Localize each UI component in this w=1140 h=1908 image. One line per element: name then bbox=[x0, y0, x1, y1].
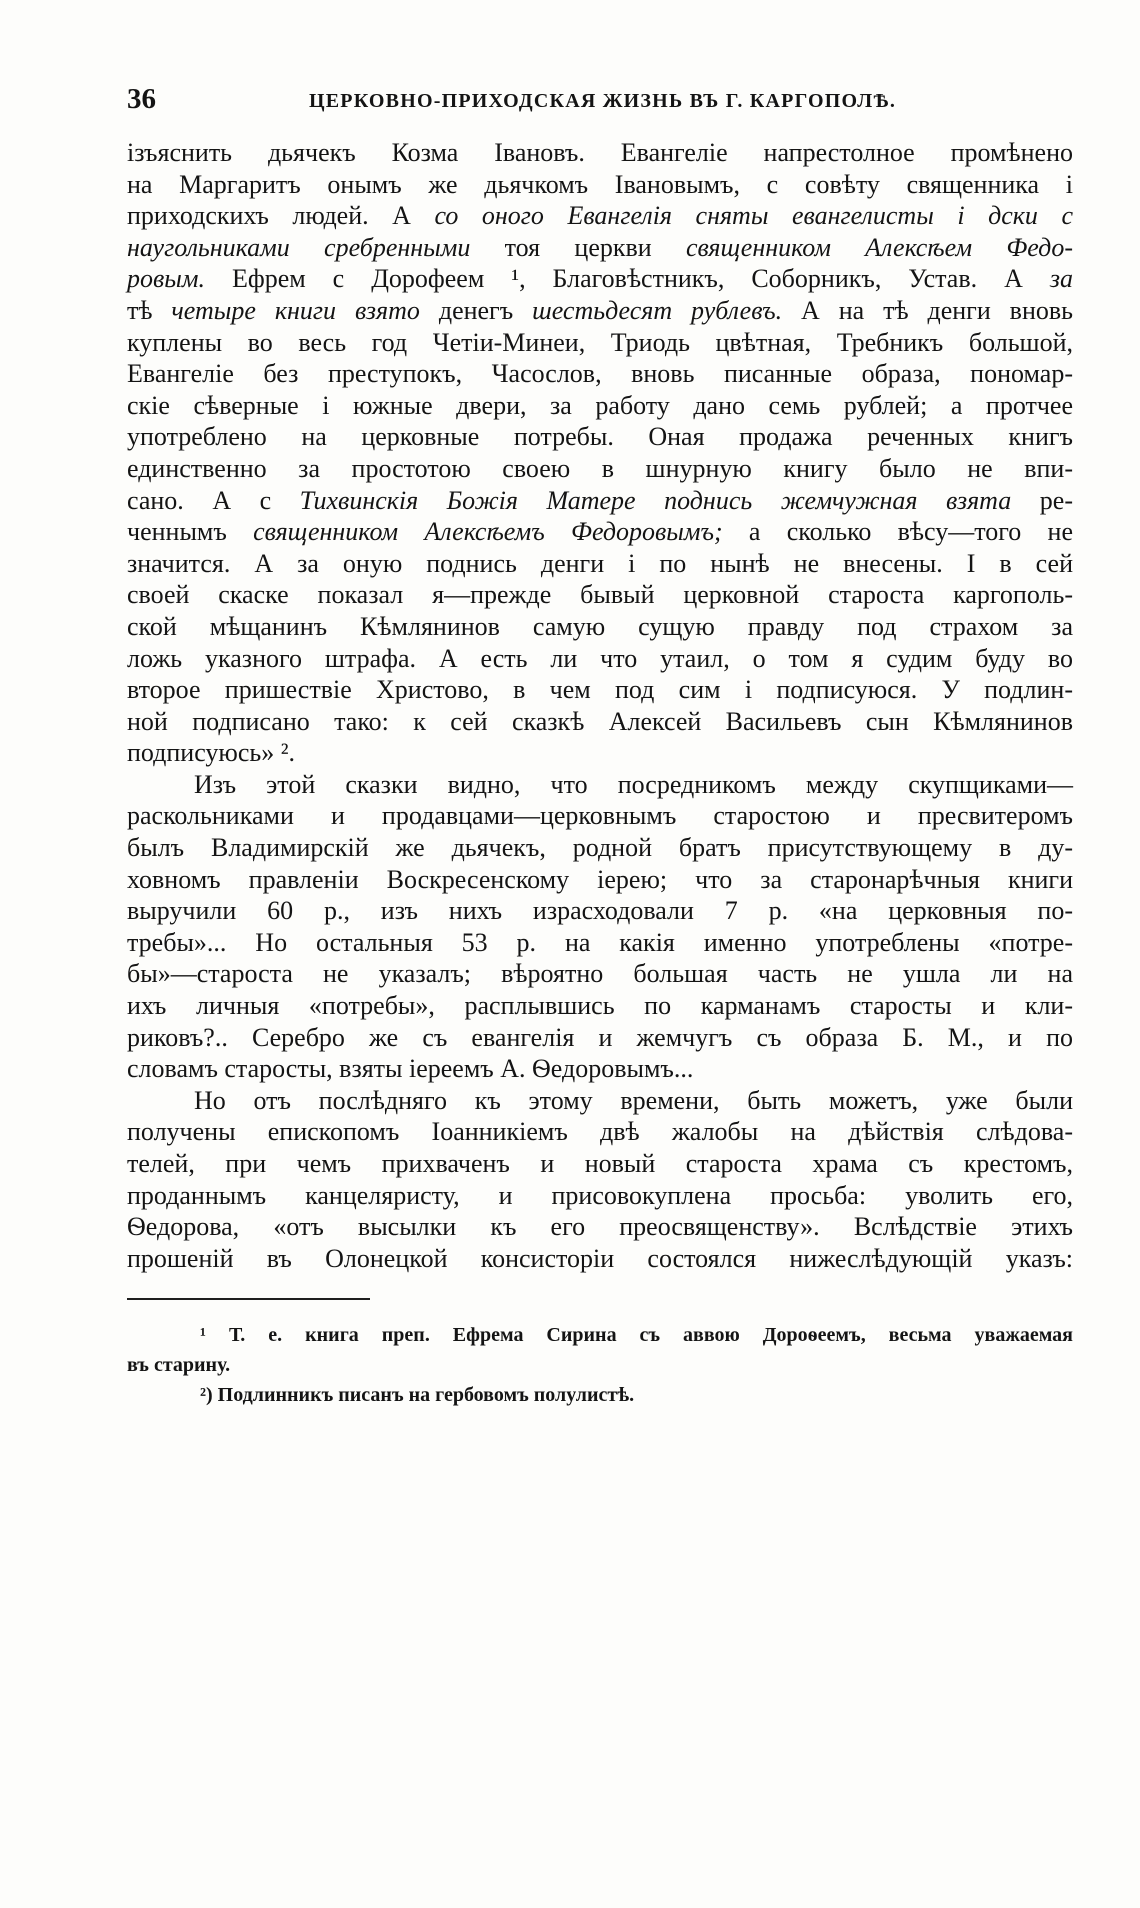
text-line bbox=[127, 1350, 1073, 1380]
text-segment: въ старину. bbox=[127, 1354, 231, 1377]
text-line bbox=[127, 1180, 1073, 1212]
text-segment: тѣ bbox=[127, 295, 172, 325]
text-segment: сано. А с bbox=[127, 485, 300, 515]
footnote-2 bbox=[127, 1380, 1073, 1410]
text-line bbox=[127, 1380, 1073, 1410]
text-line bbox=[127, 327, 1073, 359]
italic-text-segment: наугольниками сребренными bbox=[127, 232, 471, 262]
text-line bbox=[127, 200, 1073, 232]
text-line bbox=[127, 169, 1073, 201]
italic-text-segment: четыре книги взято bbox=[171, 295, 420, 325]
text-segment: А на тѣ денги вновь bbox=[782, 295, 1074, 325]
text-line bbox=[127, 1053, 1073, 1085]
text-segment: ченнымъ bbox=[127, 517, 254, 547]
text-line bbox=[127, 390, 1073, 422]
paragraph-2 bbox=[127, 769, 1073, 1085]
text-segment: ховномъ правленіи Воскресенскому іерею; что за старонарѣчныя книги bbox=[127, 864, 1073, 894]
paragraph-1 bbox=[127, 137, 1073, 769]
text-line bbox=[127, 864, 1073, 896]
text-segment: проданнымъ канцеляристу, и присовокуплена просьба: уволить его, bbox=[127, 1180, 1073, 1210]
text-segment: Ѳедорова, «отъ высылки къ его преосвященству». Вслѣдствіе этихъ bbox=[127, 1212, 1073, 1242]
italic-text-segment: священником Алексѣем Федо- bbox=[685, 232, 1073, 262]
text-segment: Евангеліе без преступокъ, Часослов, вновь писанные образа, пономар- bbox=[127, 359, 1073, 389]
text-segment: а сколько вѣсу—того не bbox=[722, 517, 1074, 547]
text-segment: получены епископомъ Іоанникіемъ двѣ жалобы на дѣйствія слѣдова- bbox=[127, 1117, 1073, 1147]
text-segment: на Маргаритъ онымъ же дьячкомъ Івановымъ, с совѣту священника і bbox=[127, 169, 1073, 199]
text-line bbox=[127, 485, 1073, 517]
text-line bbox=[127, 579, 1073, 611]
text-line bbox=[127, 1243, 1073, 1275]
text-segment: ²) Подлинникъ писанъ на гербовомъ полулистѣ. bbox=[200, 1384, 635, 1407]
text-segment: употреблено на церковные потребы. Оная продажа реченных книгъ bbox=[127, 422, 1073, 452]
text-segment: Изъ этой сказки видно, что посредникомъ между скупщиками— bbox=[194, 769, 1073, 799]
text-line bbox=[127, 832, 1073, 864]
text-line bbox=[127, 895, 1073, 927]
text-line bbox=[127, 1116, 1073, 1148]
text-segment: тоя церкви bbox=[470, 232, 686, 262]
main-text bbox=[127, 137, 1073, 1410]
text-segment: ской мѣщанинъ Кѣмлянинов самую сущую правду под страхом за bbox=[127, 611, 1073, 641]
paragraph-3 bbox=[127, 1085, 1073, 1275]
text-line bbox=[127, 1085, 1073, 1117]
text-line bbox=[127, 990, 1073, 1022]
text-segment: требы»... Но остальныя 53 р. на какія именно употреблены «потре- bbox=[127, 927, 1073, 957]
text-line bbox=[127, 706, 1073, 738]
text-line bbox=[127, 1320, 1073, 1350]
text-segment: скіе сѣверные і южные двери, за работу дано семь рублей; а протчее bbox=[127, 390, 1073, 420]
text-segment: словамъ старосты, взяты іереемъ А. Ѳедоровымъ... bbox=[127, 1054, 694, 1084]
text-segment: подписуюсь» ². bbox=[127, 738, 296, 768]
text-segment: телей, при чемъ прихваченъ и новый староста храма съ крестомъ, bbox=[127, 1149, 1073, 1178]
text-line bbox=[127, 643, 1073, 675]
text-line bbox=[127, 800, 1073, 832]
running-title: ЦЕРКОВНО-ПРИХОДСКАЯ ЖИЗНЬ ВЪ Г. КАРГОПОЛѢ. bbox=[309, 90, 897, 112]
text-line bbox=[127, 548, 1073, 580]
italic-text-segment: со оного Евангелія сняты евангелисты і дски с bbox=[434, 201, 1073, 231]
text-segment: единственно за простотою своею в шнурную книгу было не впи- bbox=[127, 453, 1073, 483]
text-line bbox=[127, 611, 1073, 643]
text-segment: ізъяснить дьячекъ Козма Івановъ. Евангеліе напрестолное промѣнено bbox=[127, 138, 1073, 167]
text-segment: Но отъ послѣдняго къ этому времени, быть можетъ, уже были bbox=[194, 1085, 1073, 1115]
text-line bbox=[127, 1022, 1073, 1054]
footnote-1 bbox=[127, 1320, 1073, 1380]
italic-text-segment: шестьдесят рублевъ. bbox=[532, 295, 783, 325]
footnote-divider bbox=[127, 1298, 370, 1300]
text-segment: ¹ Т. е. книга преп. Ефрема Сирина съ аввою Дороѳеемъ, весьма уважаемая bbox=[200, 1324, 1073, 1347]
text-line bbox=[127, 737, 1073, 769]
text-segment: своей скаске показал я—прежде бывый церковной староста каргополь- bbox=[127, 580, 1073, 610]
text-segment: ре- bbox=[1011, 485, 1073, 515]
text-line bbox=[127, 769, 1073, 801]
text-segment: значится. А за оную поднись денги і по нынѣ не внесены. І в сей bbox=[127, 548, 1073, 578]
text-line bbox=[127, 927, 1073, 959]
text-line bbox=[127, 137, 1073, 169]
text-line bbox=[127, 232, 1073, 264]
italic-text-segment: священником Алексѣемъ Федоровымъ; bbox=[253, 517, 723, 547]
text-segment: ложь указного штрафа. А есть ли что утаил, о том я судим буду во bbox=[127, 643, 1073, 673]
text-line bbox=[127, 1148, 1073, 1180]
text-segment: приходскихъ людей. А bbox=[127, 201, 435, 231]
footnotes bbox=[127, 1320, 1073, 1410]
text-segment: ихъ личныя «потребы», расплывшись по карманамъ старосты и кли- bbox=[127, 991, 1073, 1021]
text-segment: риковъ?.. Серебро же съ евангелія и жемчугъ съ образа Б. М., и по bbox=[127, 1022, 1073, 1052]
text-line bbox=[127, 358, 1073, 390]
text-line bbox=[127, 516, 1073, 548]
text-line bbox=[127, 958, 1073, 990]
italic-text-segment: за bbox=[1049, 264, 1073, 294]
text-segment: денегъ bbox=[419, 295, 533, 325]
page-number: 36 bbox=[127, 83, 156, 115]
text-segment: выручили 60 р., изъ нихъ израсходовали 7 р. «на церковныя по- bbox=[127, 896, 1073, 926]
text-segment: ной подписано тако: к сей сказкѣ Алексей Васильевъ сын Кѣмлянинов bbox=[127, 706, 1073, 736]
text-line bbox=[127, 263, 1073, 295]
text-segment: былъ Владимирскій же дьячекъ, родной братъ присутствующему в ду- bbox=[127, 833, 1073, 863]
text-line bbox=[127, 674, 1073, 706]
text-segment: Ефрем с Дорофеем ¹, Благовѣстникъ, Соборникъ, Устав. А bbox=[205, 264, 1050, 294]
italic-text-segment: ровым. bbox=[127, 264, 205, 294]
text-segment: куплены во весь год Четіи-Минеи, Триодь цвѣтная, Требникъ большой, bbox=[127, 327, 1073, 357]
text-segment: прошеній въ Олонецкой консисторіи состоялся нижеслѣдующій указъ: bbox=[127, 1243, 1073, 1273]
text-segment: второе пришествіе Христово, в чем под сим і подписуюся. У подлин- bbox=[127, 675, 1073, 705]
text-line bbox=[127, 1211, 1073, 1243]
italic-text-segment: Тихвинскія Божія Матере поднись жемчужная взята bbox=[299, 485, 1012, 515]
text-segment: раскольниками и продавцами—церковнымъ старостою и пресвитеромъ bbox=[127, 801, 1073, 831]
text-segment: бы»—староста не указалъ; вѣроятно большая часть не ушла ли на bbox=[127, 959, 1073, 989]
text-line bbox=[127, 295, 1073, 327]
text-line bbox=[127, 421, 1073, 453]
text-line bbox=[127, 453, 1073, 485]
